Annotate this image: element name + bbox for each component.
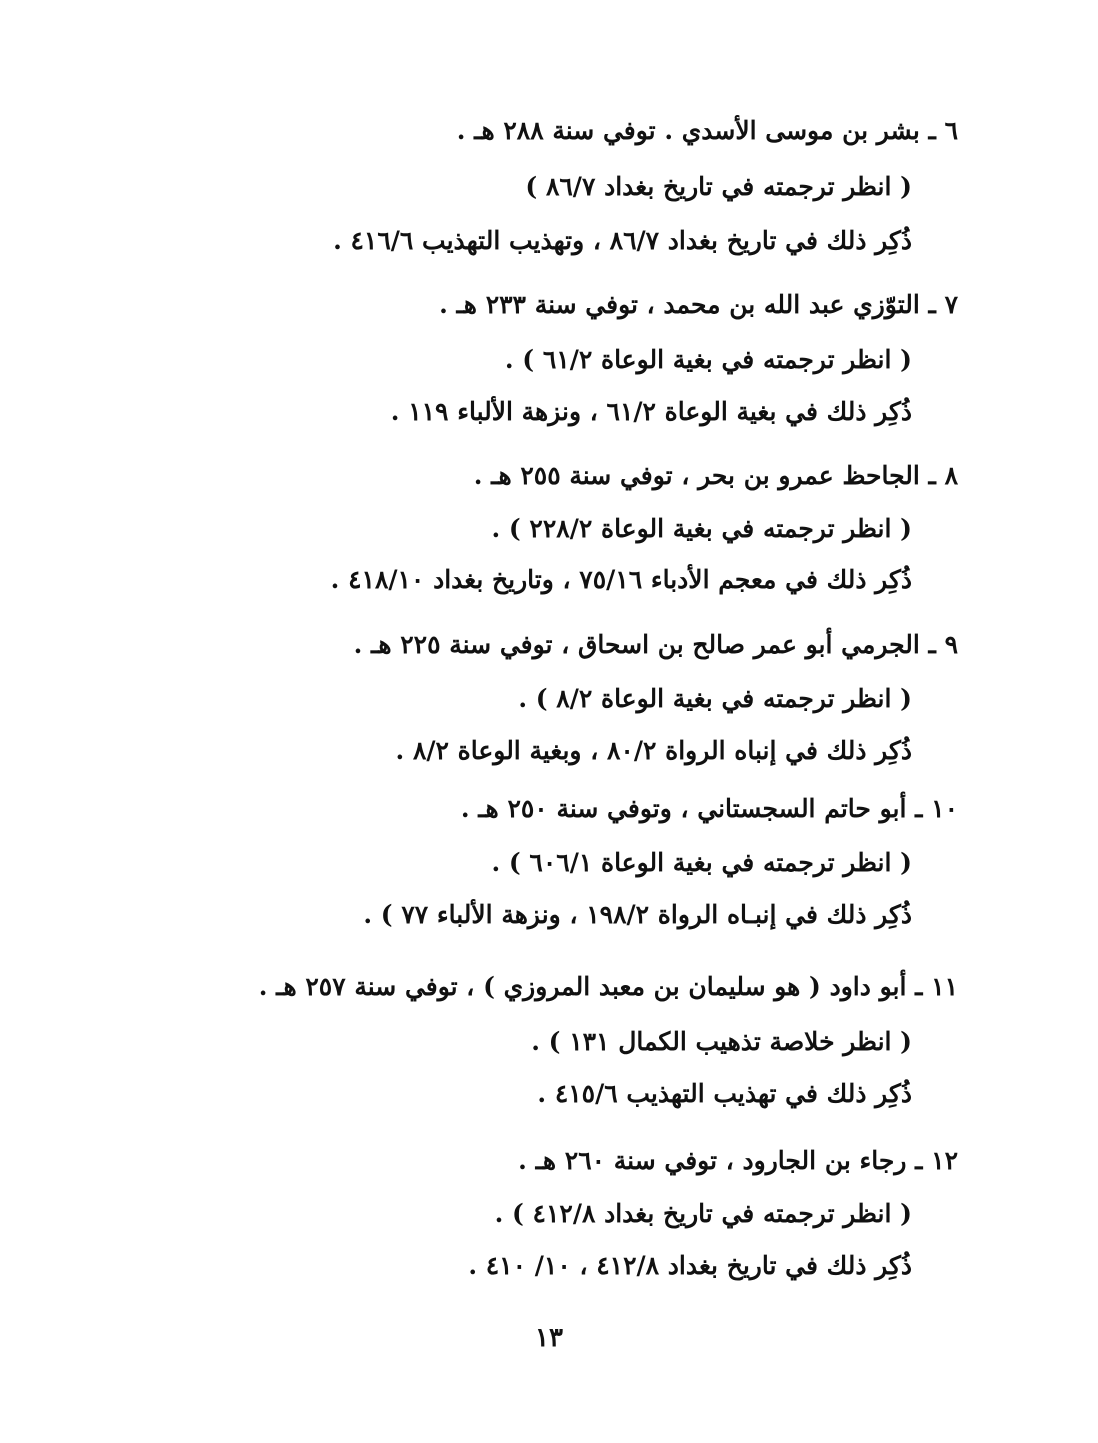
entry-see-reference: ( انظر ترجمته في تاريخ بغداد ٤١٢/٨ ) . <box>494 1199 912 1228</box>
entry-see-reference: ( انظر ترجمته في بغية الوعاة ٦١/٢ ) . <box>504 345 912 374</box>
entry-see-reference: ( انظر ترجمته في بغية الوعاة ٨/٢ ) . <box>518 684 912 713</box>
entry-see-reference: ( انظر ترجمته في بغية الوعاة ٦٠٦/١ ) . <box>491 848 912 877</box>
entry-citation: ذُكِر ذلك في معجم الأدباء ٧٥/١٦ ، وتاريخ بغداد ٤١٨/١٠ . <box>330 565 912 594</box>
entry-heading: ١٢ ـ رجاء بن الجارود ، توفي سنة ٢٦٠ هـ . <box>518 1146 958 1175</box>
entry-citation: ذُكِر ذلك في إنباه الرواة ٨٠/٢ ، وبغية الوعاة ٨/٢ . <box>395 736 912 765</box>
entry-heading: ٩ ـ الجرمي أبو عمر صالح بن اسحاق ، توفي سنة ٢٢٥ هـ . <box>353 630 958 659</box>
entry-heading: ٦ ـ بشر بن موسى الأسدي . توفي سنة ٢٨٨ هـ . <box>456 116 958 145</box>
entry-citation: ذُكِر ذلك في تهذيب التهذيب ٤١٥/٦ . <box>537 1079 912 1108</box>
entry-see-reference: ( انظر ترجمته في بغية الوعاة ٢٢٨/٢ ) . <box>491 514 912 543</box>
entry-see-reference: ( انظر خلاصة تذهيب الكمال ١٣١ ) . <box>531 1027 912 1056</box>
entry-citation: ذُكِر ذلك في تاريخ بغداد ٤١٢/٨ ، ١٠/ ٤١٠ . <box>468 1251 912 1280</box>
page-number: ١٣ <box>535 1323 563 1353</box>
entry-citation: ذُكِر ذلك في إنبـاه الرواة ١٩٨/٢ ، ونزهة الألباء ٧٧ ) . <box>363 900 912 929</box>
entry-heading: ٨ ـ الجاحظ عمرو بن بحر ، توفي سنة ٢٥٥ هـ . <box>473 461 958 490</box>
entry-citation: ذُكِر ذلك في تاريخ بغداد ٨٦/٧ ، وتهذيب التهذيب ٤١٦/٦ . <box>333 226 912 255</box>
entry-citation: ذُكِر ذلك في بغية الوعاة ٦١/٢ ، ونزهة الألباء ١١٩ . <box>390 397 912 426</box>
entry-heading: ١١ ـ أبو داود ( هو سليمان بن معبد المروزي ) ، توفي سنة ٢٥٧ هـ . <box>258 972 958 1001</box>
entry-see-reference: ( انظر ترجمته في تاريخ بغداد ٨٦/٧ ) <box>525 172 912 201</box>
entry-heading: ٧ ـ التوّزي عبد الله بن محمد ، توفي سنة ٢٣٣ هـ . <box>439 290 958 319</box>
entry-heading: ١٠ ـ أبو حاتم السجستاني ، وتوفي سنة ٢٥٠ هـ . <box>460 794 958 823</box>
